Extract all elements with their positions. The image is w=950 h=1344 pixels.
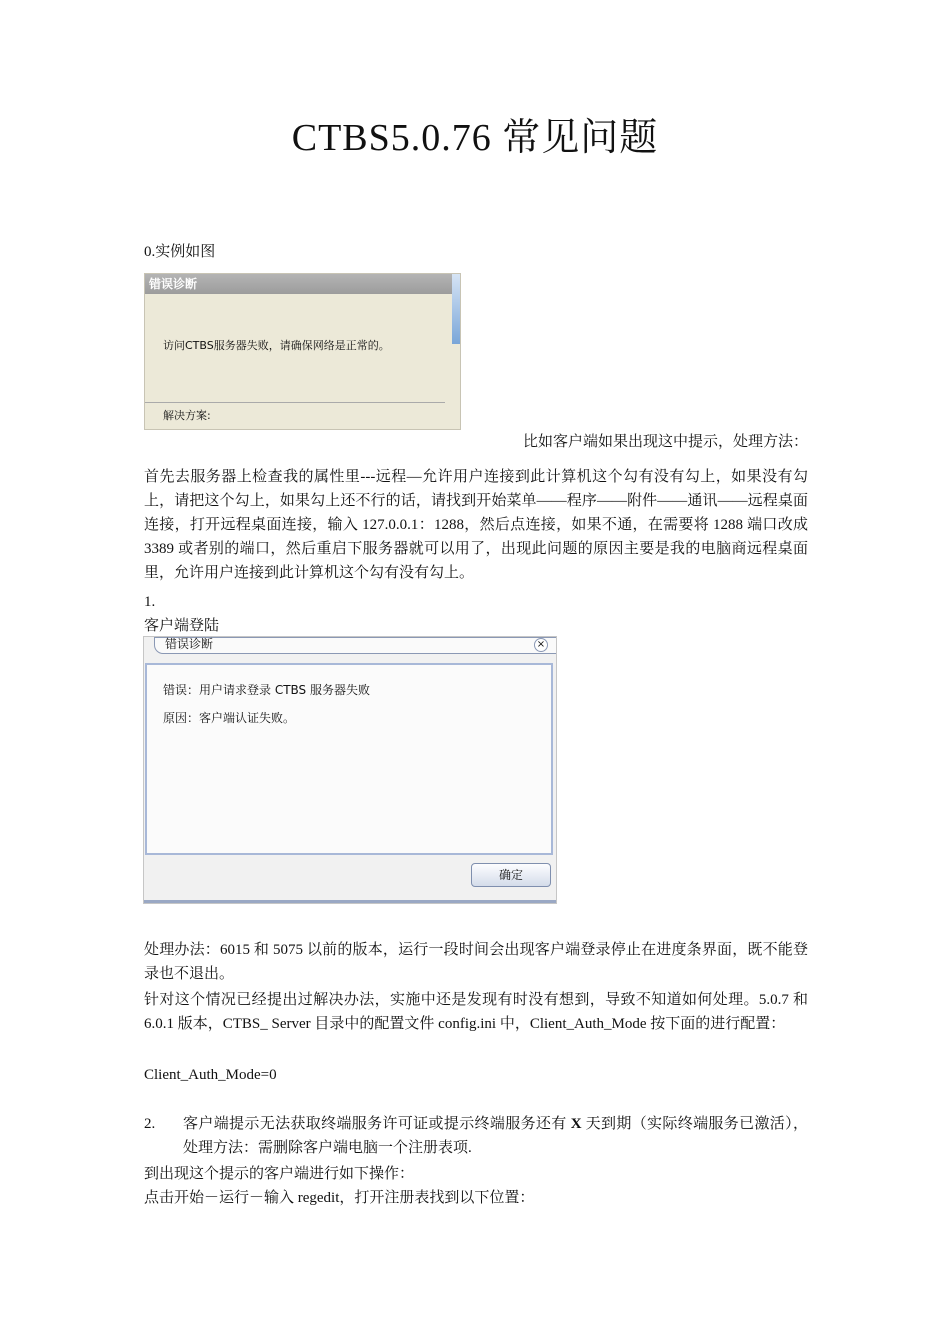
ok-button: 确定 [471,863,551,887]
section2-line-3: 点击开始－运行－输入 regedit，打开注册表找到以下位置： [144,1190,535,1206]
divider [144,900,556,903]
dialog-line: 解决方案: [163,409,211,422]
section2-number: 2. [144,1116,156,1132]
dialog-panel [145,663,553,855]
close-icon: × [534,638,548,652]
section0-heading: 0.实例如图 [144,244,216,260]
section1-number: 1. [144,594,156,610]
error-dialog-screenshot-1 [144,273,461,430]
section2-paragraph [183,1112,808,1160]
section1-paragraph-1: 处理办法：6015 和 5075 以前的版本，运行一段时间会出现客户端登录停止在进度条界面，既不能登录也不退出。 [144,942,808,982]
dialog-line [163,376,454,386]
config-line: Client_Auth_Mode=0 [144,1067,277,1083]
divider [145,402,445,403]
dialog-message [163,316,454,430]
text-run: 天到期（实际终端服务已激活），处理方法：需删除客户端电脑一个注册表项. [183,1116,808,1156]
section0-paragraph: 首先去服务器上检查我的属性里---远程—允许用户连接到此计算机这个勾有没有勾上，如果没有勾上，请把这个勾上，如果勾上还不行的话，请找到开始菜单——程序——附件——通讯——远程桌面连接，打开远程桌面连接，输入 127.0.0.1：1288，然后点连接，如果不通，在需要将 1288 端口改成 3389 或者别的端口，然后重启下服务器就可以用了，出现此问题的原因主要是我的电脑商远程桌面里，允许用户连接到此计算机这个勾有没有勾上。 [144,469,808,581]
dialog-title: 错误诊断 [154,637,557,654]
error-message: 错误：用户请求登录 CTBS 服务器失败 [163,683,370,697]
page-title: CTBS5.0.76 常见问题 [291,117,659,159]
section1-paragraph-2: 针对这个情况已经提出过解决办法，实施中还是发现有时没有想到，导致不知道如何处理。5.0.7 和 6.0.1 版本，CTBS_ Server 目录中的配置文件 config.ini 中，Client_Auth_Mode 按下面的进行配置： [144,992,808,1032]
reason-message: 原因：客户端认证失败。 [163,711,296,725]
dialog-line: 访问CTBS服务器失败，请确保网络是正常的。 [163,339,390,352]
bold-text: X [570,1116,582,1132]
screenshot-caption: 比如客户端如果出现这中提示，处理方法： [522,434,808,450]
error-dialog-screenshot-2 [143,636,557,904]
text-run: 客户端提示无法获取终端服务许可证或提示终端服务还有 [183,1116,571,1132]
section1-heading: 客户端登陆 [144,618,220,634]
section2-line-2: 到出现这个提示的客户端进行如下操作： [144,1166,415,1182]
dialog-title: 错误诊断 [145,274,453,294]
